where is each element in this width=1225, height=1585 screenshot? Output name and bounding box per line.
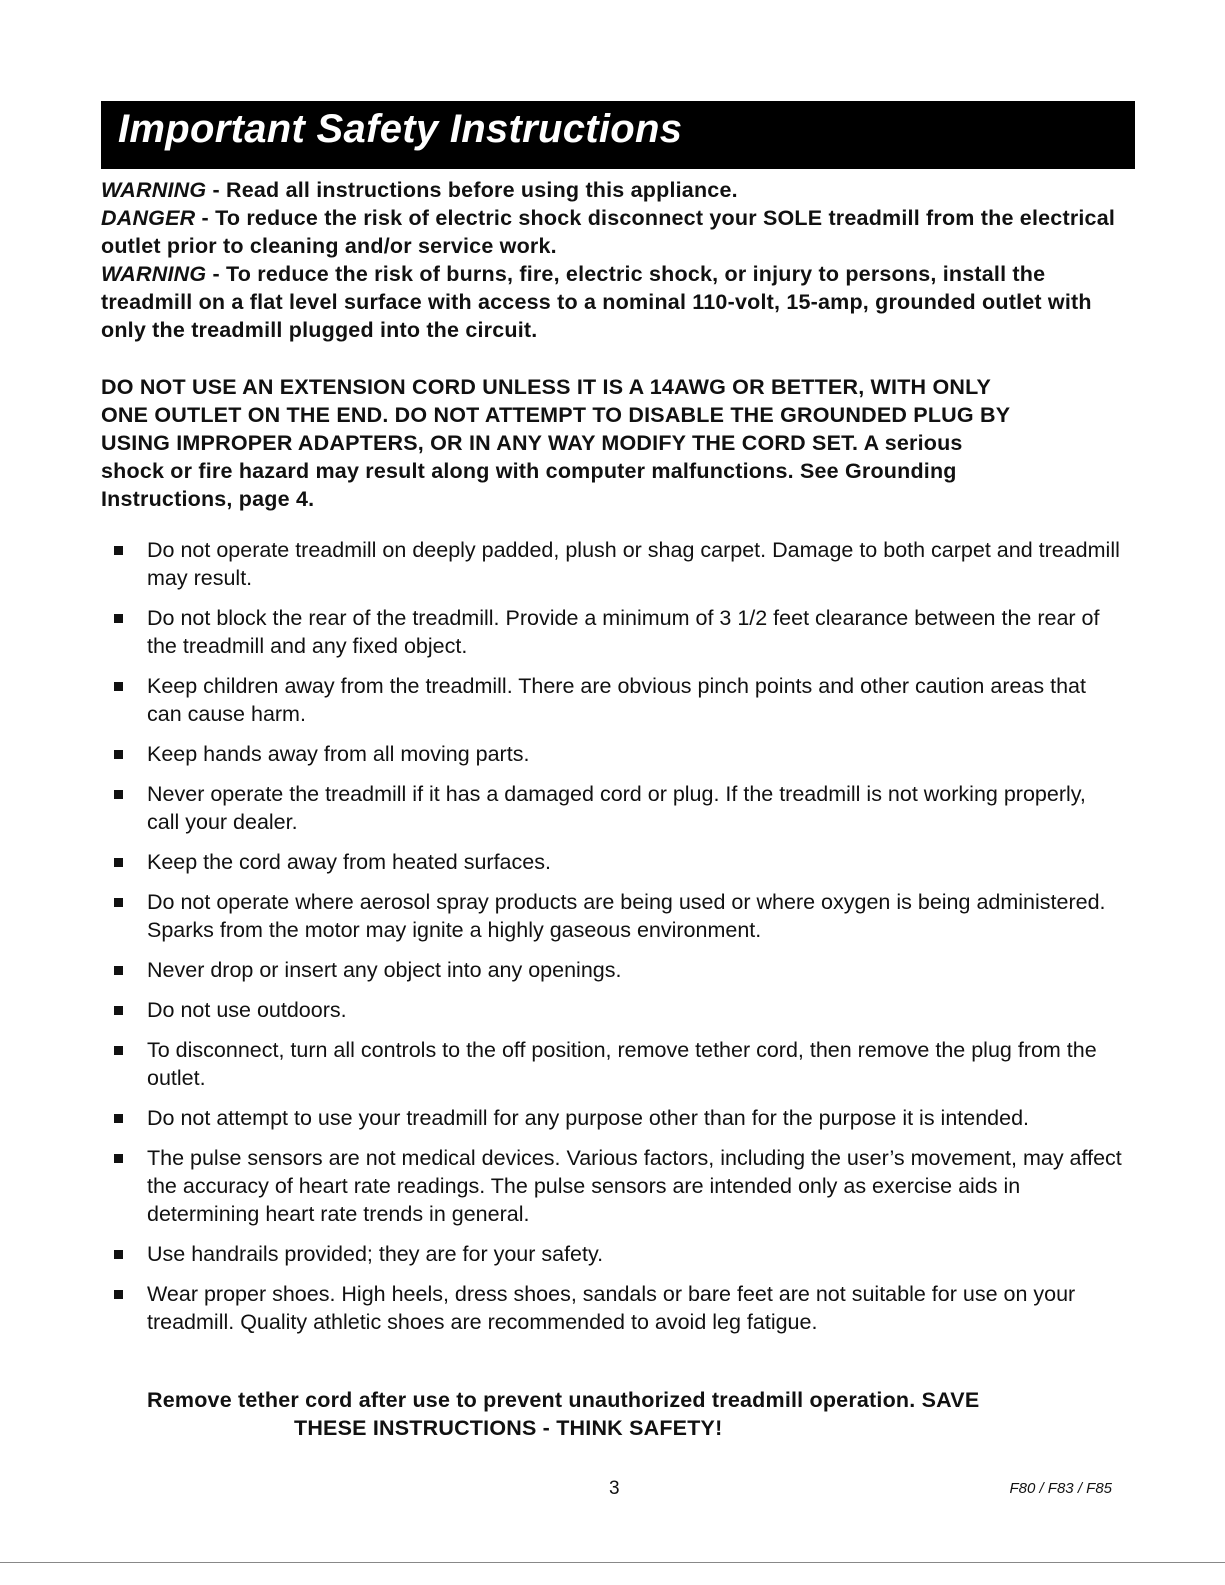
warning-read-instructions (101, 176, 1141, 204)
list-item (112, 780, 1122, 836)
warning-keyword: WARNING (101, 262, 207, 286)
title-banner (101, 101, 1135, 169)
square-bullet-icon (114, 966, 123, 975)
list-item-text: Do not attempt to use your treadmill for any purpose other than for the purpose it is intended. (147, 1106, 1030, 1130)
caps-line: shock or fire hazard may result along with computer malfunctions. See Grounding (101, 459, 957, 483)
caps-line: DO NOT USE AN EXTENSION CORD UNLESS IT IS A 14AWG OR BETTER, WITH ONLY (101, 375, 991, 399)
square-bullet-icon (114, 858, 123, 867)
model-numbers: F80 / F83 / F85 (1009, 1480, 1112, 1497)
square-bullet-icon (114, 682, 123, 691)
list-item-text: Keep the cord away from heated surfaces. (147, 850, 551, 874)
list-item (112, 996, 1122, 1024)
list-item-text: Do not operate treadmill on deeply padded, plush or shag carpet. Damage to both carpet and treadmill may result. (147, 538, 1120, 590)
square-bullet-icon (114, 1114, 123, 1123)
list-item-text: Never operate the treadmill if it has a damaged cord or plug. If the treadmill is not working properly, call your dealer. (147, 782, 1086, 834)
list-item (112, 1036, 1122, 1092)
danger-text: - To reduce the risk of electric shock disconnect your SOLE treadmill from the electrical outlet prior to cleaning and/or service work. (101, 206, 1116, 258)
warning-text: - Read all instructions before using this appliance. (206, 178, 738, 202)
caps-line: USING IMPROPER ADAPTERS, OR IN ANY WAY MODIFY THE CORD SET. A serious (101, 431, 963, 455)
list-item (112, 672, 1122, 728)
list-item-text: Do not block the rear of the treadmill. Provide a minimum of 3 1/2 feet clearance between the rear of the treadmill and any fixed object. (147, 606, 1100, 658)
list-item (112, 604, 1122, 660)
warning-keyword: WARNING (101, 178, 207, 202)
list-item (112, 740, 1122, 768)
list-item (112, 1240, 1122, 1268)
closing-note-line: Remove tether cord after use to prevent unauthorized treadmill operation. SAVE (147, 1388, 980, 1412)
list-item (112, 1144, 1122, 1228)
square-bullet-icon (114, 1046, 123, 1055)
square-bullet-icon (114, 898, 123, 907)
page-title: Important Safety Instructions (118, 107, 683, 151)
list-item-text: Keep hands away from all moving parts. (147, 742, 530, 766)
square-bullet-icon (114, 1006, 123, 1015)
list-item-text: Do not use outdoors. (147, 998, 347, 1022)
caps-line: Instructions, page 4. (101, 487, 315, 511)
square-bullet-icon (114, 790, 123, 799)
list-item (112, 956, 1122, 984)
page-edge-divider (0, 1562, 1225, 1563)
page-number: 3 (609, 1478, 620, 1499)
square-bullet-icon (114, 614, 123, 623)
square-bullet-icon (114, 546, 123, 555)
danger-keyword: DANGER (101, 206, 196, 230)
list-item-text: Use handrails provided; they are for your safety. (147, 1242, 604, 1266)
danger-electric-shock (101, 204, 1141, 260)
list-item (112, 848, 1122, 876)
list-item-text: Never drop or insert any object into any openings. (147, 958, 622, 982)
caps-line: ONE OUTLET ON THE END. DO NOT ATTEMPT TO DISABLE THE GROUNDED PLUG BY (101, 403, 1011, 427)
list-item-text: Wear proper shoes. High heels, dress shoes, sandals or bare feet are not suitable for use on your treadmill. Quality athletic shoes are recommended to avoid leg fatigue. (147, 1282, 1076, 1334)
list-item-text: Keep children away from the treadmill. There are obvious pinch points and other caution areas that can cause harm. (147, 674, 1086, 726)
list-item-text: To disconnect, turn all controls to the off position, remove tether cord, then remove the plug from the outlet. (147, 1038, 1097, 1090)
list-item (112, 1104, 1122, 1132)
warning-installation (101, 260, 1141, 344)
warning-text: - To reduce the risk of burns, fire, electric shock, or injury to persons, install the treadmill on a flat level surface with access to a nominal 110-volt, 15-amp, grounded outlet with only the treadmill plugged into the circuit. (101, 262, 1092, 342)
closing-safety-note (147, 1386, 1047, 1442)
intro-warnings (101, 176, 1141, 344)
safety-bullet-list (112, 536, 1122, 1348)
square-bullet-icon (114, 750, 123, 759)
square-bullet-icon (114, 1250, 123, 1259)
list-item-text: Do not operate where aerosol spray products are being used or where oxygen is being administered. Sparks from the motor may ignite a highly gaseous environment. (147, 890, 1106, 942)
list-item (112, 888, 1122, 944)
closing-note-line: THESE INSTRUCTIONS - THINK SAFETY! (294, 1416, 723, 1440)
list-item-text: The pulse sensors are not medical devices. Various factors, including the user’s movement, may affect the accuracy of heart rate readings. The pulse sensors are intended only as exercise aids in determining heart rate trends in general. (147, 1146, 1122, 1226)
square-bullet-icon (114, 1290, 123, 1299)
extension-cord-warning (101, 373, 1161, 513)
list-item (112, 536, 1122, 592)
list-item (112, 1280, 1122, 1336)
square-bullet-icon (114, 1154, 123, 1163)
